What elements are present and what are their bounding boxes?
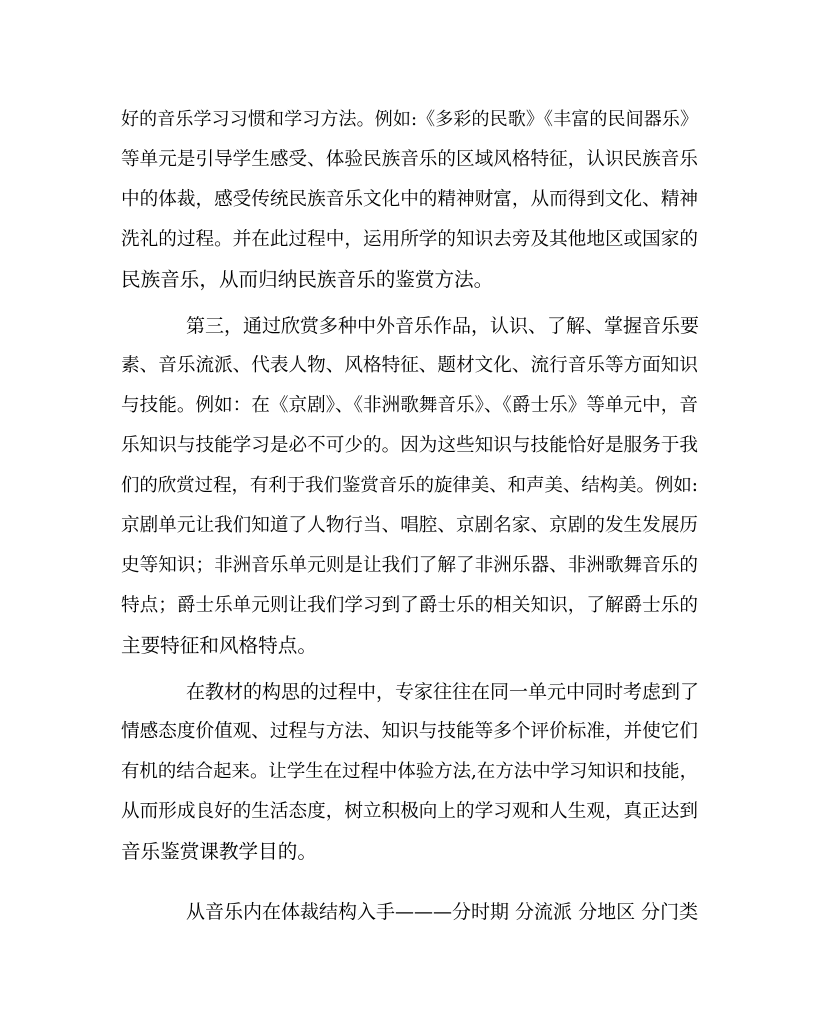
paragraph-2-line-2: 素、音乐流派、代表人物、风格特征、题材文化、流行音乐等方面知识 bbox=[121, 355, 698, 376]
paragraph-1-line-3: 中的体裁，感受传统民族音乐文化中的精神财富，从而得到文化、精神 bbox=[121, 189, 698, 210]
paragraph-2-line-6: 京剧单元让我们知道了人物行当、唱腔、京剧名家、京剧的发生发展历 bbox=[121, 515, 698, 536]
paragraph-2-line-1: 第三，通过欣赏多种中外音乐作品，认识、了解、掌握音乐要 bbox=[186, 315, 700, 337]
paragraph-3-line-1: 在教材的构思的过程中，专家往往在同一单元中同时考虑到了 bbox=[186, 681, 700, 703]
paragraph-2-line-8: 特点；爵士乐单元则让我们学习到了爵士乐的相关知识，了解爵士乐的 bbox=[121, 595, 698, 616]
paragraph-2-line-4: 乐知识与技能学习是必不可少的。因为这些知识与技能恰好是服务于我 bbox=[121, 435, 698, 456]
paragraph-2-line-5: 们的欣赏过程，有利于我们鉴赏音乐的旋律美、和声美、结构美。例如: bbox=[121, 475, 698, 496]
paragraph-1-line-1: 好的音乐学习习惯和学习方法。例如:《多彩的民歌》《丰富的民间器乐》 bbox=[121, 109, 698, 130]
paragraph-3-line-2: 情感态度价值观、过程与方法、知识与技能等多个评价标准，并使它们 bbox=[121, 721, 698, 742]
paragraph-2-line-7: 史等知识；非洲音乐单元则是让我们了解了非洲乐器、非洲歌舞音乐的 bbox=[121, 555, 698, 576]
paragraph-2-line-3: 与技能。例如：在《京剧》、《非洲歌舞音乐》、《爵士乐》等单元中，音 bbox=[121, 395, 698, 416]
paragraph-1-line-4: 洗礼的过程。并在此过程中，运用所学的知识去旁及其他地区或国家的 bbox=[121, 229, 698, 250]
paragraph-4-line-1: 从音乐内在体裁结构入手———分时期 分流派 分地区 分门类 bbox=[186, 901, 699, 923]
paragraph-3-line-4: 从而形成良好的生活态度，树立积极向上的学习观和人生观，真正达到 bbox=[121, 801, 698, 822]
paragraph-2-line-9: 主要特征和风格特点。 bbox=[121, 634, 317, 657]
paragraph-3-line-3: 有机的结合起来。让学生在过程中体验方法,在方法中学习知识和技能， bbox=[121, 761, 698, 782]
paragraph-1-line-2: 等单元是引导学生感受、体验民族音乐的区域风格特征，认识民族音乐 bbox=[121, 149, 698, 170]
paragraph-3-line-5: 音乐鉴赏课教学目的。 bbox=[121, 840, 317, 863]
paragraph-1-line-5: 民族音乐，从而归纳民族音乐的鉴赏方法。 bbox=[121, 268, 494, 291]
